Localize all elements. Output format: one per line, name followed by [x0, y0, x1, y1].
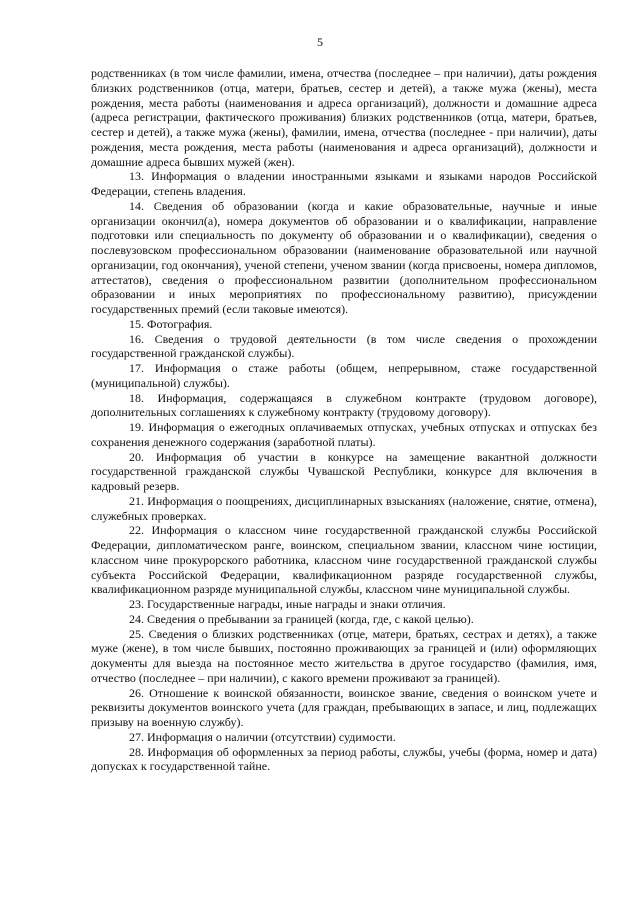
- paragraph-item-24: 24. Сведения о пребывании за границей (когда, где, с какой целью).: [129, 611, 474, 626]
- paragraph-item-19: 19. Информация о ежегодных оплачиваемых отпусках, учебных отпусках и отпусках без сохранения денежного содержания (заработной платы).: [91, 420, 597, 449]
- paragraph-item-20: 20. Информация об участии в конкурсе на замещение вакантной должности государственной гражданской службы Чувашской Республики, конкурсе для включения в кадровый резерв.: [91, 449, 597, 493]
- paragraph-item-16: 16. Сведения о трудовой деятельности (в том числе сведения о прохождении государственной гражданской службы).: [91, 331, 597, 361]
- paragraph-item-14: 14. Сведения об образовании (когда и какие образовательные, научные и иные организации окончил(а), номера документов об образовании и о квалификации, направление подготовки или специальность по документу об образовании и о квалификации), сведения о послевузовском профессиональном образовании (наименование образовательной или научной организации, год окончания), ученой степени, ученом звании (когда присвоены, номера дипломов, аттестатов), сведения о профессиональном развитии (дополнительном профессиональном образовании и иных мероприятиях по профессиональному развитию), присуждении государственных премий (если таковые имеются).: [91, 198, 597, 316]
- paragraph-item-15: 15. Фотография.: [129, 316, 213, 331]
- document-body: [91, 66, 597, 774]
- paragraph-item-25: 25. Сведения о близких родственниках (отце, матери, братьях, сестрах и детях), а также муже (жене), в том числе бывших, постоянно проживающих за границей и (или) оформляющих документы для выезда на постоянное место жительства в другое государство (фамилия, имя, отчество (последнее – при наличии), с какого времени проживают за границей).: [91, 626, 597, 685]
- paragraph-item-13: 13. Информация о владении иностранными языками и языками народов Российской Федерации, степень владения.: [91, 169, 597, 198]
- paragraph-item-22: 22. Информация о классном чине государственной гражданской службы Российской Федерации, дипломатическом ранге, воинском, специальном звании, классном чине юстиции, классном чине прокурорского работника, классном чине государственной гражданской службы субъекта Российской Федерации, квалификационном разряде государственной службы, квалификационном разряде муниципальной службы, классном чине муниципальной службы.: [91, 523, 597, 597]
- paragraph-item-28: 28. Информация об оформленных за период работы, службы, учебы (форма, номер и дата) допусках к государственной тайне.: [91, 744, 597, 774]
- paragraph-item-26: 26. Отношение к воинской обязанности, воинское звание, сведения о воинском учете и реквизиты документов воинского учета (для граждан, пребывающих в запасе, и лиц, подлежащих призыву на военную службу).: [91, 685, 597, 729]
- paragraph-item-21: 21. Информация о поощрениях, дисциплинарных взысканиях (наложение, снятие, отмена), служебных проверках.: [91, 493, 597, 523]
- paragraph-item-17: 17. Информация о стаже работы (общем, непрерывном, стаже государственной (муниципальной) службы).: [91, 361, 597, 390]
- paragraph-item-23: 23. Государственные награды, иные награды и знаки отличия.: [129, 597, 446, 611]
- page-number: 5: [317, 35, 323, 49]
- paragraph-item-27: 27. Информация о наличии (отсутствии) судимости.: [129, 729, 396, 744]
- paragraph-item-18: 18. Информация, содержащаяся в служебном контракте (трудовом договоре), дополнительных соглашениях к служебному контракту (трудовому договору).: [91, 390, 597, 420]
- paragraph-continuation: родственниках (в том числе фамилии, имена, отчества (последнее – при наличии), даты рождения близких родственников (отца, матери, братьев, сестер и детей), а также мужа (жены), места рождения, места работы (наименования и адреса организаций), должности и домашние адреса (адреса регистрации, фактического проживания) близких родственников (отца, матери, братьев, сестер и детей), а также мужа (жены), фамилии, имена, отчества (последнее - при наличии), даты рождения, места рождения, места работы (наименования и адреса организаций), должности и домашние адреса бывших мужей (жен).: [91, 66, 597, 169]
